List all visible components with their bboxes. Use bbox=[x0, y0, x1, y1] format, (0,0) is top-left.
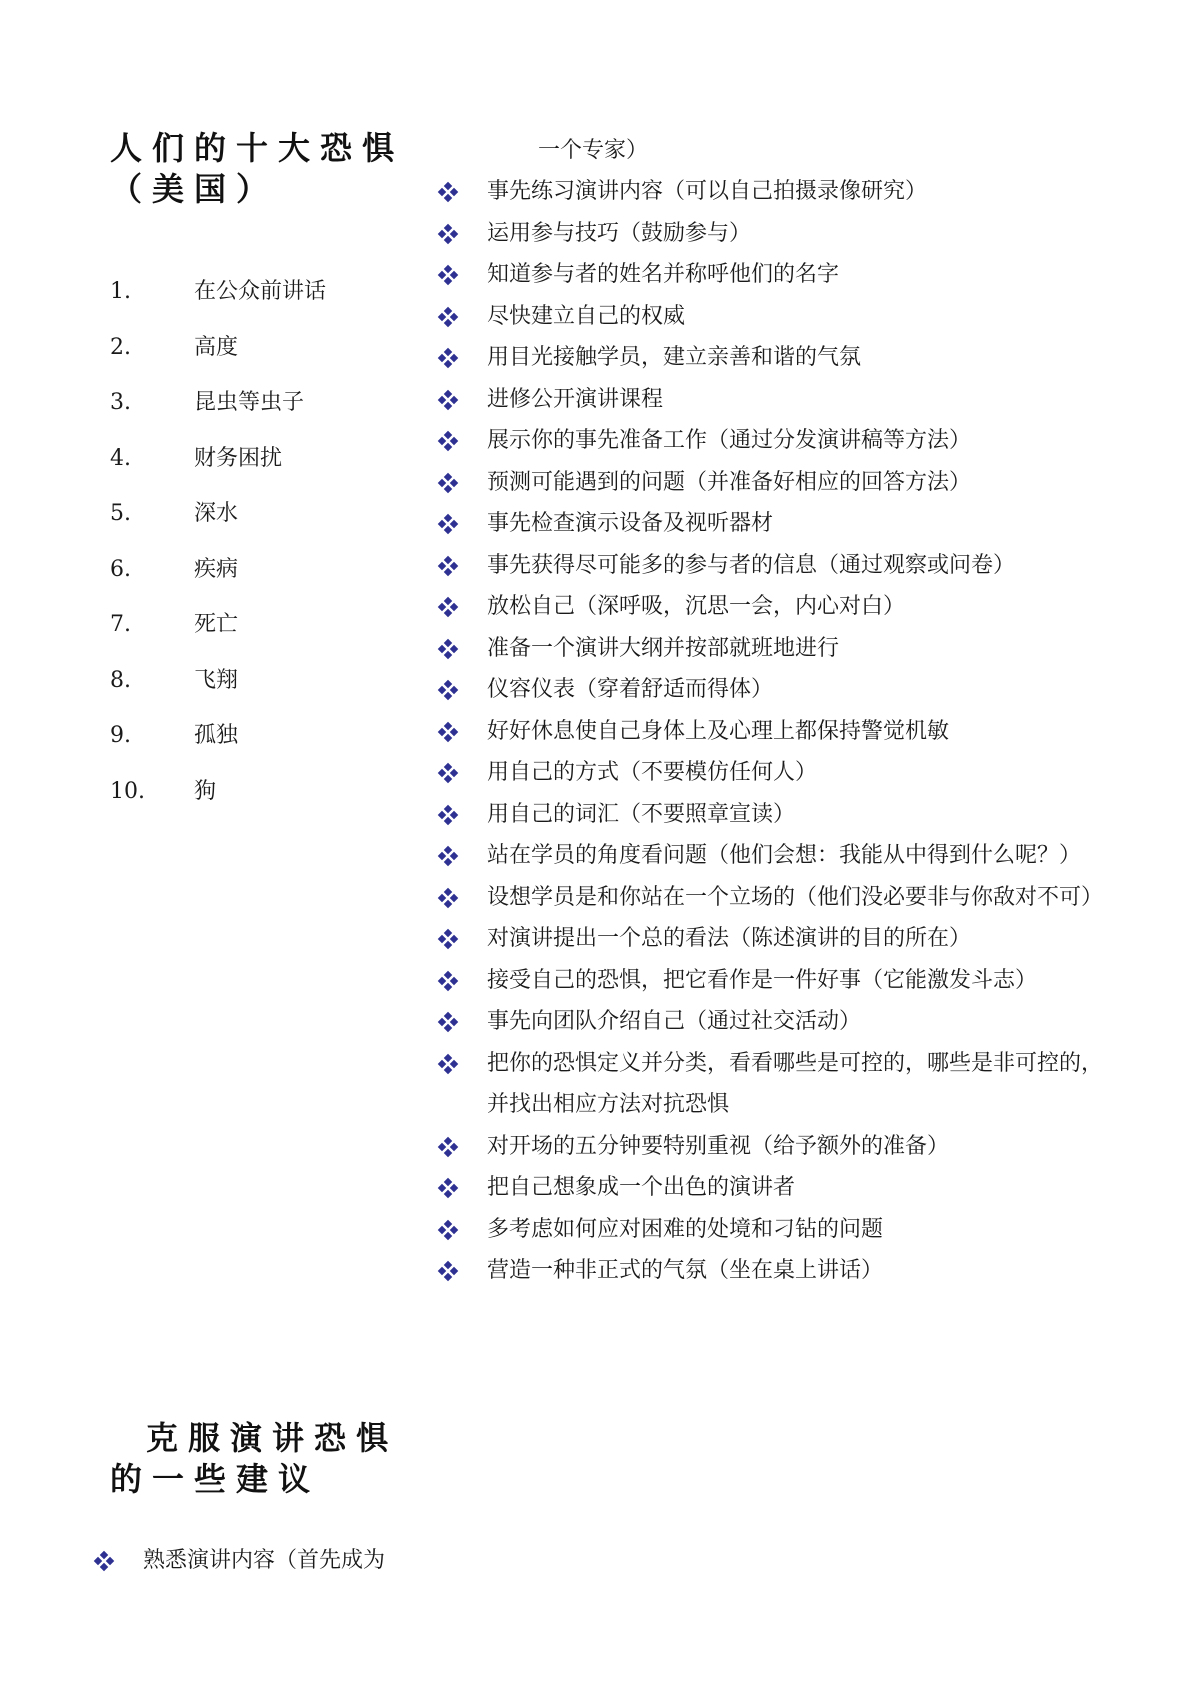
fear-number: 10. bbox=[110, 778, 145, 804]
diamond-bullet-icon bbox=[439, 308, 457, 326]
tip-text: 把自己想象成一个出色的演讲者 bbox=[487, 1175, 796, 1200]
fear-item bbox=[110, 597, 326, 653]
tip-text: 多考虑如何应对困难的处境和刁钻的问题 bbox=[487, 1216, 884, 1242]
diamond-bullet-icon bbox=[439, 598, 457, 616]
tip-text: 好好休息使自己身体上及心理上都保持警觉机敏 bbox=[487, 718, 950, 744]
diamond-bullet-icon bbox=[439, 1221, 457, 1239]
diamond-bullet-icon bbox=[439, 640, 457, 658]
tips-list-start bbox=[95, 1540, 455, 1582]
tip-item bbox=[439, 503, 1119, 545]
tip-item bbox=[439, 1250, 1119, 1292]
tip-item bbox=[439, 628, 1119, 670]
tip-item bbox=[439, 545, 1119, 587]
fears-heading-line2: （美国） bbox=[110, 170, 279, 208]
fear-text: 昆虫等虫子 bbox=[194, 390, 305, 415]
diamond-bullet-icon bbox=[439, 723, 457, 741]
diamond-bullet-icon bbox=[439, 432, 457, 450]
fear-number: 7. bbox=[110, 612, 131, 637]
tips-list bbox=[439, 171, 1119, 1292]
tip-item bbox=[439, 960, 1119, 1002]
diamond-bullet-icon bbox=[95, 1552, 113, 1570]
tip-item bbox=[439, 420, 1119, 462]
tip-text: 接受自己的恐惧，把它看作是一件好事（它能激发斗志） bbox=[487, 967, 1038, 993]
fear-item bbox=[110, 708, 326, 764]
tip-item bbox=[95, 1540, 455, 1582]
fears-heading-line1: 人们的十大恐惧 bbox=[110, 129, 405, 167]
tip-text: 对开场的五分钟要特别重视（给予额外的准备） bbox=[487, 1133, 950, 1159]
diamond-bullet-icon bbox=[439, 391, 457, 409]
tip-text: 仪容仪表（穿着舒适而得体） bbox=[487, 677, 774, 702]
fear-item bbox=[110, 653, 326, 709]
tip-text: 事先获得尽可能多的参与者的信息（通过观察或问卷） bbox=[487, 552, 1016, 578]
fear-text: 飞翔 bbox=[194, 667, 239, 693]
diamond-bullet-icon bbox=[439, 1179, 457, 1197]
tip-item bbox=[439, 1043, 1119, 1126]
tip-item bbox=[439, 171, 1119, 213]
diamond-bullet-icon bbox=[439, 764, 457, 782]
tip-item bbox=[439, 835, 1119, 877]
tip-item bbox=[439, 918, 1119, 960]
fear-text: 狗 bbox=[194, 778, 217, 804]
tip-text: 营造一种非正式的气氛（坐在桌上讲话） bbox=[487, 1258, 884, 1283]
tip-item bbox=[439, 379, 1119, 421]
tip-text: 事先练习演讲内容（可以自己拍摄录像研究） bbox=[487, 179, 928, 204]
diamond-bullet-icon bbox=[439, 515, 457, 533]
tip-item bbox=[439, 213, 1119, 255]
tip-text: 用自己的词汇（不要照章宣读） bbox=[487, 801, 796, 827]
fears-list bbox=[110, 264, 326, 819]
diamond-bullet-icon bbox=[439, 1013, 457, 1031]
diamond-bullet-icon bbox=[439, 474, 457, 492]
tip-text: 对演讲提出一个总的看法（陈述演讲的目的所在） bbox=[487, 926, 972, 951]
fear-item bbox=[110, 320, 326, 376]
fear-number: 2. bbox=[110, 334, 131, 360]
tip-text: 放松自己（深呼吸，沉思一会，内心对白） bbox=[487, 594, 906, 619]
tip-text: 站在学员的角度看问题（他们会想：我能从中得到什么呢？） bbox=[487, 843, 1082, 868]
tip-item bbox=[439, 337, 1119, 379]
fear-number: 9. bbox=[110, 723, 131, 748]
diamond-bullet-icon bbox=[439, 889, 457, 907]
tips-heading bbox=[110, 1418, 430, 1500]
tip-text: 熟悉演讲内容（首先成为 bbox=[143, 1548, 386, 1573]
diamond-bullet-icon bbox=[439, 557, 457, 575]
tip-item bbox=[439, 1126, 1119, 1168]
fear-text: 财务困扰 bbox=[194, 445, 283, 471]
diamond-bullet-icon bbox=[439, 930, 457, 948]
fear-text: 深水 bbox=[194, 501, 239, 526]
tip-text: 进修公开演讲课程 bbox=[487, 386, 664, 412]
tip-item bbox=[439, 1001, 1119, 1043]
fear-text: 死亡 bbox=[194, 612, 239, 637]
tip-text: 尽快建立自己的权威 bbox=[487, 303, 686, 329]
tip-item bbox=[439, 462, 1119, 504]
fear-number: 4. bbox=[110, 445, 131, 471]
diamond-bullet-icon bbox=[439, 1262, 457, 1280]
tip-item bbox=[439, 586, 1119, 628]
tip-text: 预测可能遇到的问题（并准备好相应的回答方法） bbox=[487, 469, 972, 495]
tip-text: 把你的恐惧定义并分类，看看哪些是可控的，哪些是非可控的，并找出相应方法对抗恐惧 bbox=[487, 1050, 1104, 1117]
diamond-bullet-icon bbox=[439, 847, 457, 865]
tip-text: 运用参与技巧（鼓励参与） bbox=[487, 220, 752, 246]
diamond-bullet-icon bbox=[439, 183, 457, 201]
diamond-bullet-icon bbox=[439, 266, 457, 284]
tip-item bbox=[439, 1167, 1119, 1209]
fear-number: 8. bbox=[110, 667, 131, 693]
tips-heading-line2: 的一些建议 bbox=[110, 1460, 321, 1498]
fear-item bbox=[110, 264, 326, 320]
diamond-bullet-icon bbox=[439, 972, 457, 990]
diamond-bullet-icon bbox=[439, 1055, 457, 1073]
fear-item bbox=[110, 542, 326, 598]
tip-item bbox=[439, 752, 1119, 794]
fear-text: 在公众前讲话 bbox=[194, 279, 327, 304]
fear-item bbox=[110, 764, 326, 820]
fear-item bbox=[110, 431, 326, 487]
tip-text: 用目光接触学员，建立亲善和谐的气氛 bbox=[487, 345, 862, 370]
fear-number: 5. bbox=[110, 501, 131, 526]
fear-text: 高度 bbox=[194, 334, 239, 360]
tip-item bbox=[439, 1209, 1119, 1251]
tip-item bbox=[439, 254, 1119, 296]
tip-item bbox=[439, 711, 1119, 753]
fear-item bbox=[110, 486, 326, 542]
fears-heading bbox=[110, 128, 430, 210]
tip-item bbox=[439, 877, 1119, 919]
tip-item bbox=[439, 794, 1119, 836]
tip-text: 设想学员是和你站在一个立场的（他们没必要非与你敌对不可） bbox=[487, 884, 1104, 910]
fear-number: 1. bbox=[110, 279, 131, 304]
tip-text: 准备一个演讲大纲并按部就班地进行 bbox=[487, 635, 840, 661]
fear-text: 孤独 bbox=[194, 723, 239, 748]
tip-text: 用自己的方式（不要模仿任何人） bbox=[487, 760, 818, 785]
diamond-bullet-icon bbox=[439, 225, 457, 243]
tip-text: 事先检查演示设备及视听器材 bbox=[487, 511, 774, 536]
fear-item bbox=[110, 375, 326, 431]
tip-item bbox=[439, 669, 1119, 711]
diamond-bullet-icon bbox=[439, 806, 457, 824]
tip-item bbox=[439, 296, 1119, 338]
fear-text: 疾病 bbox=[194, 556, 239, 582]
tip-text: 事先向团队介绍自己（通过社交活动） bbox=[487, 1009, 862, 1034]
tips-heading-line1: 克服演讲恐惧 bbox=[146, 1419, 399, 1457]
diamond-bullet-icon bbox=[439, 349, 457, 367]
tip-continuation: 一个专家） bbox=[538, 138, 649, 163]
fear-number: 6. bbox=[110, 556, 131, 582]
tip-text: 知道参与者的姓名并称呼他们的名字 bbox=[487, 262, 840, 287]
fear-number: 3. bbox=[110, 390, 131, 415]
diamond-bullet-icon bbox=[439, 1138, 457, 1156]
tip-text: 展示你的事先准备工作（通过分发演讲稿等方法） bbox=[487, 428, 972, 453]
diamond-bullet-icon bbox=[439, 681, 457, 699]
